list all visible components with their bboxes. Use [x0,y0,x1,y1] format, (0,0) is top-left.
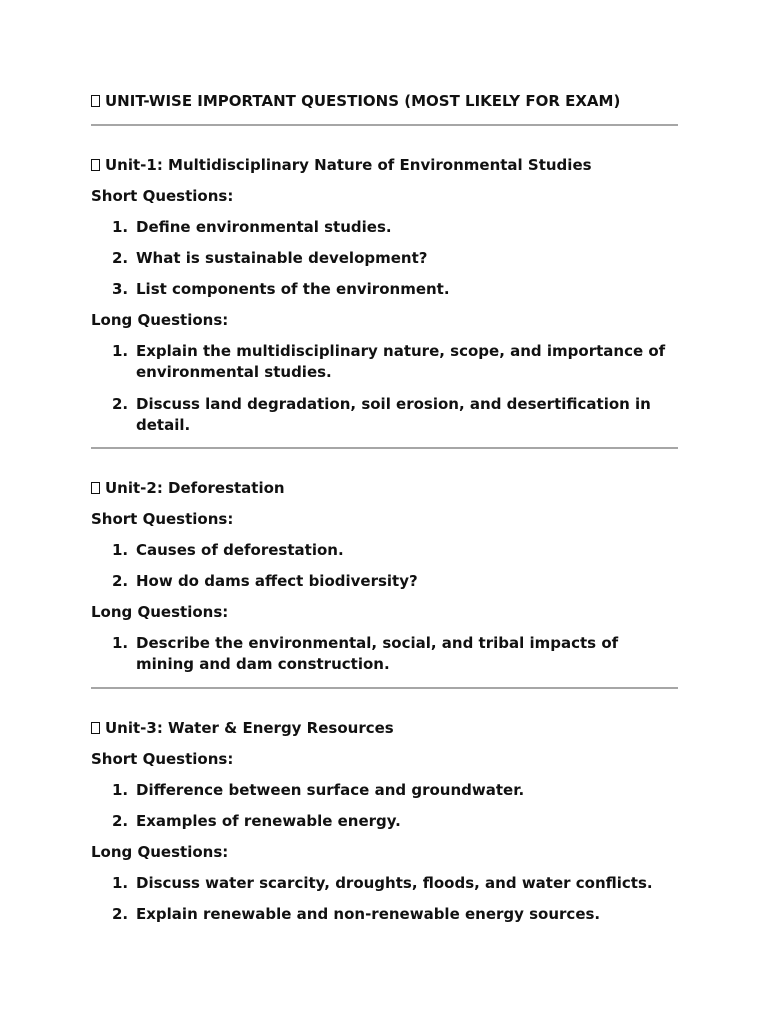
list-item-number: 1. [112,218,129,236]
box-glyph-icon [91,722,100,734]
list-item [112,811,672,832]
list-item [112,217,672,238]
list-item-number: 3. [112,280,129,298]
list-item-text: Explain renewable and non-renewable energy sources. [136,905,601,923]
short-questions-label: Short Questions: [91,510,234,528]
unit-heading-text: Unit-1: Multidisciplinary Nature of Environmental Studies [105,156,592,174]
list-item-text: List components of the environment. [136,280,450,298]
list-item [112,904,672,925]
list-item-number: 1. [112,541,129,559]
list-item [112,394,672,436]
list-item-number: 2. [112,249,129,267]
list-item-text: How do dams affect biodiversity? [136,572,418,590]
box-glyph-icon [91,482,100,494]
list-item [112,780,672,801]
list-item-number: 1. [112,874,129,892]
section-divider [91,447,678,449]
page-title [91,92,620,110]
list-item [112,571,672,592]
unit-heading [91,719,394,737]
long-questions-label: Long Questions: [91,603,229,621]
page-title-text: UNIT-WISE IMPORTANT QUESTIONS (MOST LIKELY FOR EXAM) [105,92,621,110]
list-item-text: Examples of renewable energy. [136,812,401,830]
list-item-text: Explain the multidisciplinary nature, scope, and importance of environmental studies. [136,342,666,381]
section-divider [91,687,678,689]
long-questions-label: Long Questions: [91,843,229,861]
list-item-text: Describe the environmental, social, and tribal impacts of mining and dam construction. [136,634,619,673]
list-item-text: Causes of deforestation. [136,541,344,559]
list-item-number: 2. [112,572,129,590]
list-item-number: 1. [112,781,129,799]
list-item [112,341,672,383]
list-item-number: 1. [112,634,129,652]
list-item-number: 1. [112,342,129,360]
list-item-text: Define environmental studies. [136,218,392,236]
list-item [112,873,672,894]
unit-heading-text: Unit-3: Water & Energy Resources [105,719,394,737]
list-item-text: Discuss land degradation, soil erosion, and desertification in detail. [136,395,651,434]
short-questions-label: Short Questions: [91,750,234,768]
list-item [112,540,672,561]
box-glyph-icon [91,95,100,107]
box-glyph-icon [91,159,100,171]
unit-heading-text: Unit-2: Deforestation [105,479,285,497]
list-item [112,279,672,300]
long-questions-label: Long Questions: [91,311,229,329]
unit-heading [91,479,285,497]
list-item [112,248,672,269]
list-item-number: 2. [112,812,129,830]
list-item-text: Discuss water scarcity, droughts, floods, and water conflicts. [136,874,653,892]
list-item-number: 2. [112,905,129,923]
unit-heading [91,156,592,174]
list-item-text: What is sustainable development? [136,249,428,267]
list-item [112,633,672,675]
section-divider [91,124,678,126]
short-questions-label: Short Questions: [91,187,234,205]
list-item-number: 2. [112,395,129,413]
list-item-text: Difference between surface and groundwater. [136,781,525,799]
